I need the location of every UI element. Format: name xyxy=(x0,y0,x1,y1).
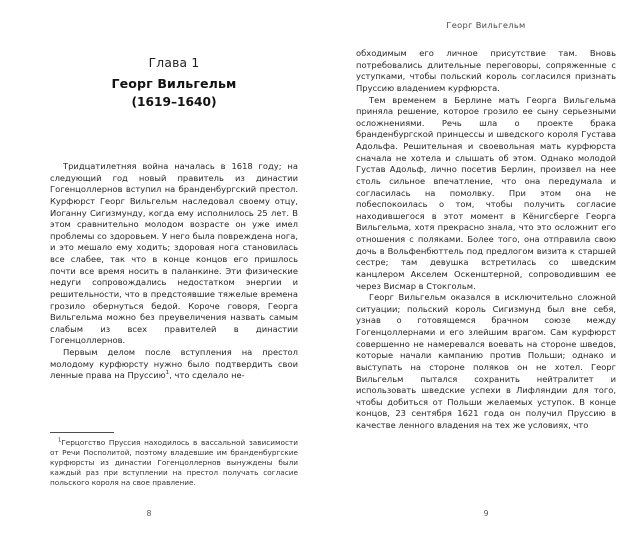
paragraph-with-footnote-ref xyxy=(50,347,298,382)
chapter-title: Георг Вильгельм xyxy=(111,76,237,91)
chapter-label: Глава 1 xyxy=(148,56,200,70)
footnote-text: Герцогство Пруссия находилось в вассальной зависимости от Речи Посполитой, поэтому владевшие им бранденбургские курфюрсты из династии Гогенцоллернов вынуждены были каждый раз при вступлении на престол получать согласие польского короля на свое правление. xyxy=(50,437,298,487)
page-number-right: 9 xyxy=(483,509,489,518)
paragraph: обходимым его личное присутствие там. Вновь потребовались длительные переговоры, сопряженные с уступками, чтобы польский король согласился признать Пруссию владением курфюрста. xyxy=(356,48,616,93)
right-page-body xyxy=(356,0,616,432)
footnote xyxy=(50,438,298,488)
paragraph: Тем временем в Берлине мать Георга Вильгельма приняла решение, которое грозило ее сыну серьезными осложнениями. Речь шла о проекте брака бранденбургской принцессы и шведского короля Густава Адольфа. Решительная и своевольная мать курфюрста сначала не хотела и слышать об этом. Однако молодой Густав Адольф, лично посетив Берлин, произвел на нее столь сильное впечатление, что она передумала и согласилась на помолвку. При этом она не побеспокоилась о том, чтобы получить согласие находившегося в этот момент в Кёнигсберге Георга Вильгельма, хотя прекрасно знала, что это осложнит его отношения с поляками. Более того, она отправила свою дочь в Вольфенбюттель под предлогом визита к старшей сестре; там девушка встретилась со шведским канцлером Акселем Оскенштерной, сопроводившим ее через Висмар в Стокгольм. xyxy=(356,94,616,291)
page-number-left: 8 xyxy=(146,509,152,518)
footnote-separator-rule xyxy=(50,432,114,433)
footnote-number: 1 xyxy=(58,437,62,444)
paragraph-tail: , что сделало не- xyxy=(169,370,245,381)
left-page-body xyxy=(50,161,298,382)
right-page xyxy=(318,0,636,540)
footnote-reference-marker[interactable]: 1 xyxy=(165,370,170,377)
footnote-area xyxy=(50,432,298,488)
running-head: Георг Вильгельм xyxy=(446,20,526,30)
chapter-dates: (1619–1640) xyxy=(131,95,217,109)
paragraph: Георг Вильгельм оказался в исключительно сложной ситуации; польский король Сигизмунд был вне себя, узнав о готовящемся брачном союзе между Гогенцоллернами и его злейшим врагом. Сам курфюрст совершенно не намеревался воевать на стороне шведов, которые начали кампанию против Польши; однако и выступать на стороне поляков он не хотел. Георг Вильгельм пытался сохранить нейтралитет и использовать шведские успехи в Лифляндии для того, чтобы добиться от Польши желаемых уступок. В конце концов, 23 сентября 1621 года он получил Пруссию в качестве ленного владения на тех же условиях, что xyxy=(356,292,616,430)
paragraph-text: Первым делом после вступления на престол молодому курфюрсту нужно было подтвердить свои ленные права на Пруссию xyxy=(50,347,298,381)
paragraph: Тридцатилетняя война началась в 1618 году; на следующий год новый правитель из династии Гогенцоллернов вступил на бранденбургский престол. Курфюрст Георг Вильгельм наследовал своему отцу, Иоганну Сигизмунду, когда ему исполнилось 25 лет. В этом сравнительно молодом возрасте он уже имел проблемы со здоровьем. У него была повреждена нога, и это мешало ему ходить; здоровая нога становилась все слабее, так что в конце концов его пришлось почти все время носить в паланкине. Эти физические недуги сопровождались недостатком энергии и решительности, что в предстоявшие тяжелые времена грозило обернуться бедой. Короче говоря, Георга Вильгельма можно без преувеличения назвать самым слабым из всех правителей в династии Гогенцоллернов. xyxy=(50,161,298,346)
chapter-heading-group xyxy=(50,0,298,109)
